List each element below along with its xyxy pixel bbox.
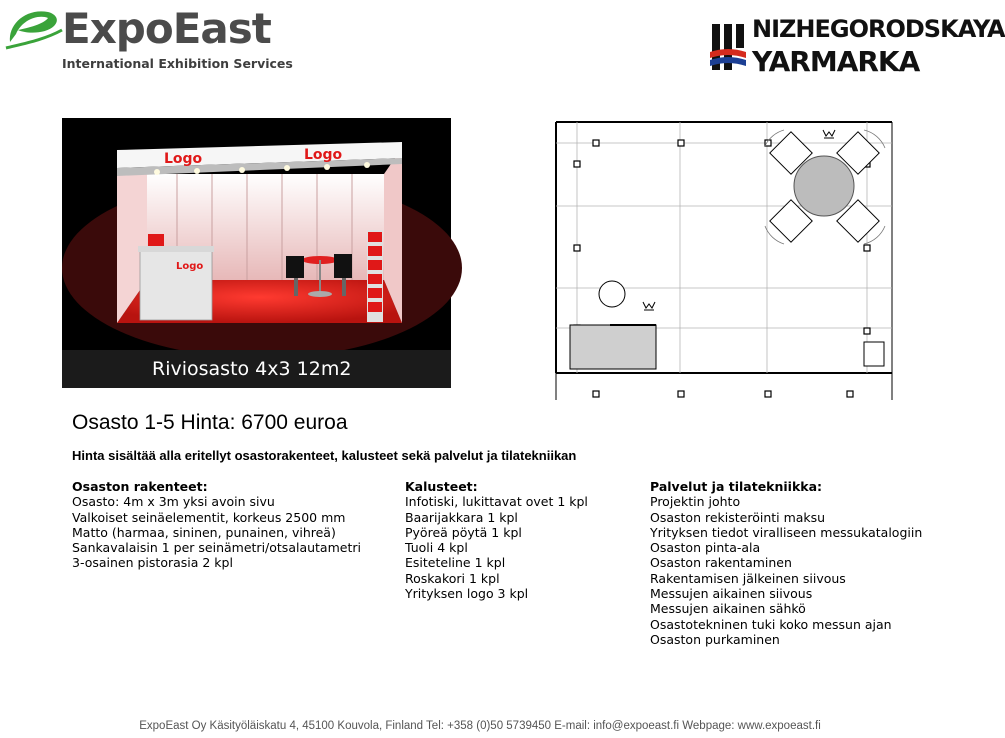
price-title: Osasto 1-5 Hinta: 6700 euroa	[72, 411, 348, 434]
services-heading: Palvelut ja tilatekniikka:	[650, 479, 823, 494]
furniture-list	[405, 479, 588, 601]
list-item: Osaston pinta-ala	[650, 540, 761, 556]
nizhegorodskaya-logo	[708, 14, 1005, 80]
list-item: Messujen aikainen sähkö	[650, 601, 806, 617]
expoeast-brand: ExpoEast	[62, 4, 271, 53]
list-item: Osaston rakentaminen	[650, 555, 792, 571]
list-item: Infotiski, lukittavat ovet 1 kpl	[405, 494, 588, 510]
structures-list	[72, 479, 361, 571]
list-item: Osaston rekisteröinti maksu	[650, 509, 826, 525]
list-item: Osastotekninen tuki koko messun ajan	[650, 616, 892, 632]
list-item: Osaston purkaminen	[650, 631, 780, 647]
price-includes-line: Hinta sisältää alla eritellyt osastorakenteet, kalusteet sekä palvelut ja tilatekniikan	[72, 448, 577, 463]
fascia-logo-left: Logo	[164, 151, 203, 167]
list-item: Sankavalaisin 1 per seinämetri/otsalautametri	[72, 540, 361, 556]
list-item: Valkoiset seinäelementit, korkeus 2500 mm	[72, 509, 346, 525]
fair-name-line1: NIZHEGORODSKAYA	[752, 15, 1005, 43]
list-item: Tuoli 4 kpl	[405, 540, 468, 556]
list-item: Roskakori 1 kpl	[405, 570, 500, 586]
fair-name-line2: YARMARKA	[752, 45, 920, 78]
booth-caption: Riviosasto 4x3 12m2	[62, 350, 451, 388]
structures-heading: Osaston rakenteet:	[72, 479, 208, 494]
fair-emblem-icon	[708, 18, 748, 76]
list-item: Rakentamisen jälkeinen siivous	[650, 570, 846, 586]
booth-render-image	[62, 118, 451, 388]
floor-plan-diagram	[552, 118, 892, 403]
expoeast-logo	[4, 4, 294, 74]
expoeast-leaf-icon	[4, 4, 64, 54]
list-item: Osasto: 4m x 3m yksi avoin sivu	[72, 494, 275, 510]
counter-logo: Logo	[176, 261, 204, 272]
fascia-logo-right: Logo	[304, 147, 343, 163]
list-item: Pyöreä pöytä 1 kpl	[405, 524, 522, 540]
footer-contact: ExpoEast Oy Käsityöläiskatu 4, 45100 Kouvola, Finland Tel: +358 (0)50 5739450 E-mail: info@expoeast.fi Webpage: www.expoeast.fi	[139, 720, 821, 732]
list-item: Yrityksen tiedot viralliseen messukatalogiin	[650, 524, 923, 540]
list-item: Messujen aikainen siivous	[650, 586, 813, 602]
expoeast-tagline: International Exhibition Services	[62, 56, 293, 71]
list-item: Esiteteline 1 kpl	[405, 555, 506, 571]
services-list	[650, 479, 922, 647]
list-item: Matto (harmaa, sininen, punainen, vihreä)	[72, 524, 336, 540]
list-item: Projektin johto	[650, 494, 741, 510]
list-item: Yrityksen logo 3 kpl	[405, 586, 529, 602]
furniture-heading: Kalusteet:	[405, 479, 478, 494]
list-item: 3-osainen pistorasia 2 kpl	[72, 555, 233, 571]
list-item: Baarijakkara 1 kpl	[405, 509, 518, 525]
